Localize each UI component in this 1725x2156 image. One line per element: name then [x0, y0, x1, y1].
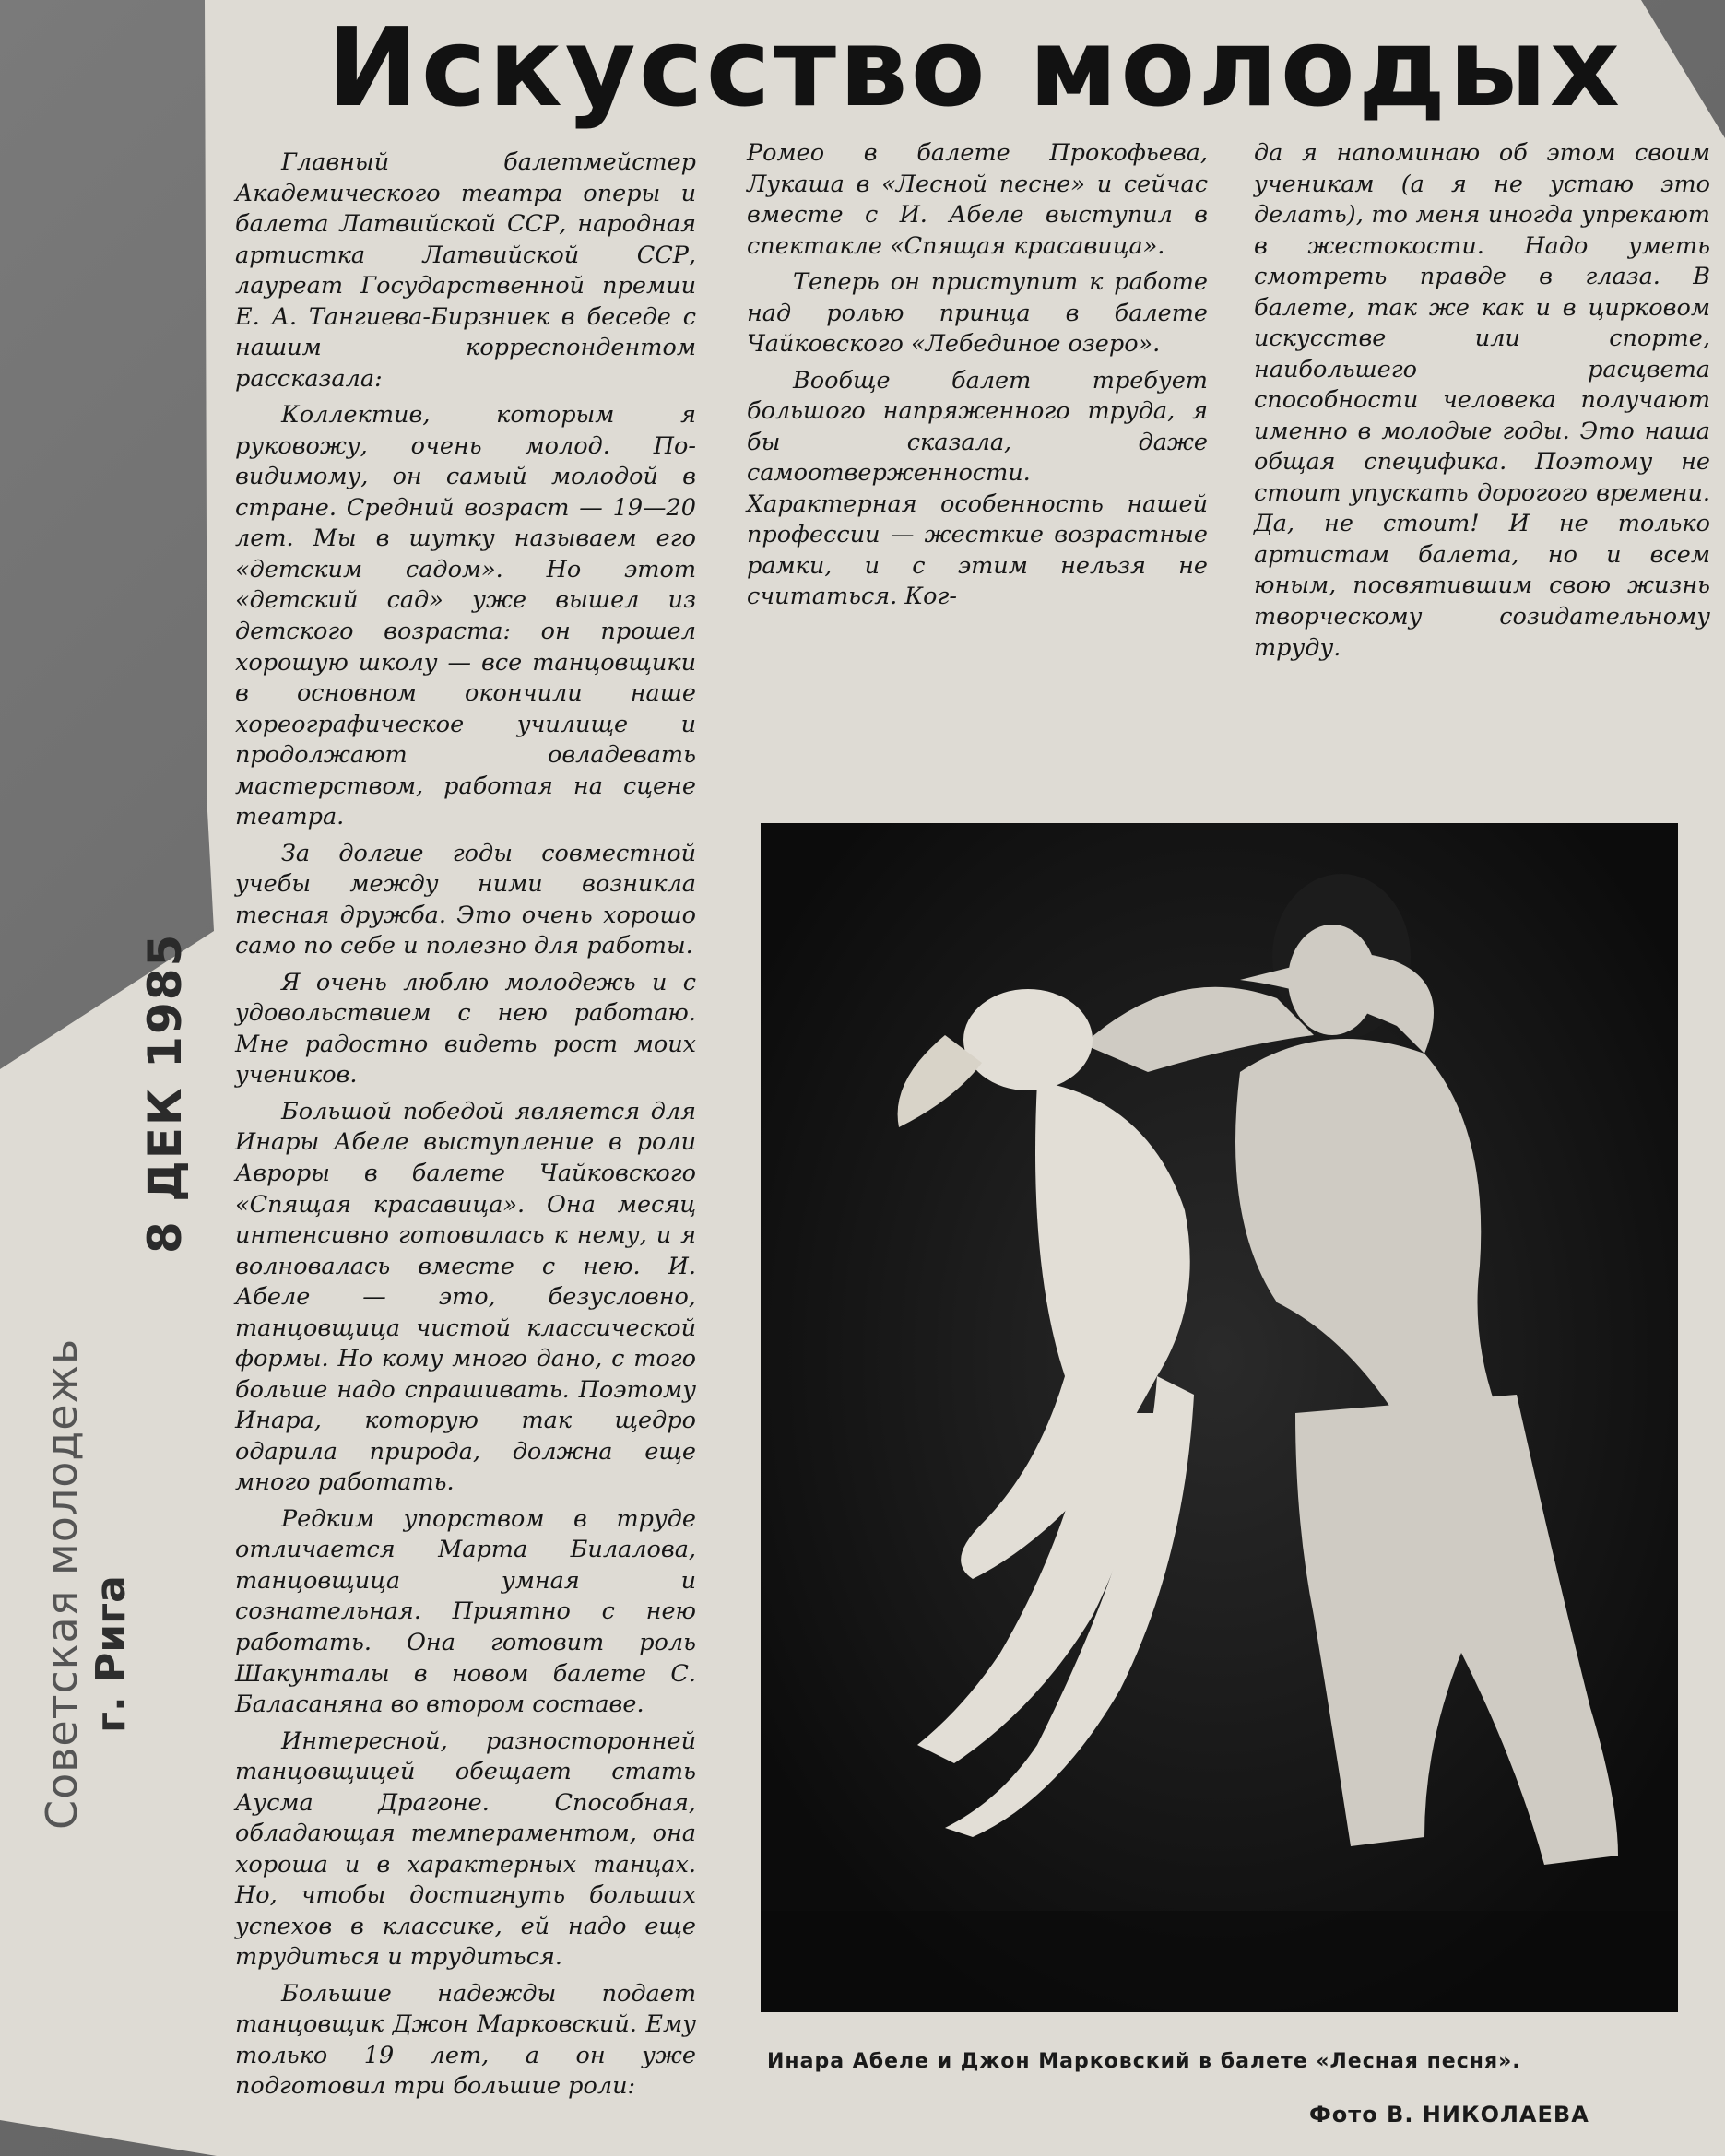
article-paragraph: да я напоминаю об этом своим ученикам (а я не устаю это делать), то меня иногда упрекают в жестокости. Надо уметь смотреть правде в глаза. В балете, так же как и в цирковом искусстве или спорте, наибольшего расцвета способности человека получают именно в молодые годы. Это наша общая специфика. Поэтому не стоит упускать дорогого времени. Да, не стоит! И не только артистам балета, но и всем юным, посвятившим свою жизнь творческому созидательному труду. — [1254, 139, 1710, 662]
article-paragraph: За долгие годы совместной учебы между ними возникла тесная дружба. Это очень хорошо само по себе и полезно для работы. — [235, 839, 696, 960]
photo-credit: Фото В. НИКОЛАЕВА — [1309, 2102, 1589, 2127]
article-intro: Главный балетмейстер Академического театра оперы и балета Латвийской ССР, народная артистка Латвийской ССР, лауреат Государственной премии Е. А. Тангиева-Бирзниек в беседе с нашим корреспондентом рассказала: — [235, 148, 696, 393]
article-paragraph: Большой победой является для Инары Абеле выступление в роли Авроры в балете Чайковского «Спящая красавица». Она месяц интенсивно готовилась к нему, и я волновалась вместе с нею. И. Абеле — это, безусловно, танцовщица чистой классической формы. Но кому много дано, с того больше надо спрашивать. Поэтому Инара, которую так щедро одарила природа, должна еще много работать. — [235, 1097, 696, 1497]
article-paragraph: Вообще балет требует большого напряженного труда, я бы сказала, даже самоотверженности. Характерная особенность нашей профессии — жесткие возрастные рамки, и с этим нельзя не считаться. Ког- — [747, 366, 1208, 611]
article-paragraph: Я очень люблю молодежь и с удовольствием с нею работаю. Мне радостно видеть рост моих учеников. — [235, 968, 696, 1090]
article-paragraph: Теперь он приступит к работе над ролью принца в балете Чайковского «Лебединое озеро». — [747, 268, 1208, 359]
article-paragraph: Редким упорством в труде отличается Марта Билалова, танцовщица умная и сознательная. Приятно с нею работать. Она готовит роль Шакунталы в новом балете С. Баласаняна во втором составе. — [235, 1504, 696, 1719]
photo-caption: Инара Абеле и Джон Марковский в балете «Лесная песня». — [767, 2050, 1521, 2073]
ballet-photo — [761, 823, 1678, 2012]
article-column-3 — [1254, 138, 1710, 669]
article-paragraph: Интересной, разносторонней танцовщицей обещает стать Аусма Драгоне. Способная, обладающая темпераментом, она хороша и в характерных танцах. Но, чтобы достигнуть больших успехов в классике, ей надо еще трудиться и трудиться. — [235, 1726, 696, 1972]
archive-date-stamp: 8 ДЕК 1985 — [138, 932, 192, 1254]
article-paragraph: Ромео в балете Прокофьева, Лукаша в «Лесной песне» и сейчас вместе с И. Абеле выступил в спектакле «Спящая красавица». — [747, 139, 1208, 260]
ballet-dancers-illustration — [761, 823, 1678, 2012]
article-column-2 — [747, 138, 1208, 619]
article-paragraph: Коллектив, которым я руковожу, очень молод. По-видимому, он самый молодой в стране. Средний возраст — 19—20 лет. Мы в шутку называем его «детским садом». Но этот «детский сад» уже вышел из детского возраста: он прошел хорошую школу — все танцовщики в основном окончили наше хореографическое училище и продолжают овладевать мастерством, работая на сцене театра. — [235, 401, 696, 831]
archive-city-stamp: г. Рига — [88, 1575, 135, 1733]
archive-newspaper-stamp: Советская молодежь — [37, 1337, 87, 1830]
article-column-1 — [235, 147, 696, 2108]
article-headline: Искусство молодых — [327, 4, 1623, 131]
article-paragraph: Большие надежды подает танцовщик Джон Марковский. Ему только 19 лет, а он уже подготовил три большие роли: — [235, 1979, 696, 2101]
